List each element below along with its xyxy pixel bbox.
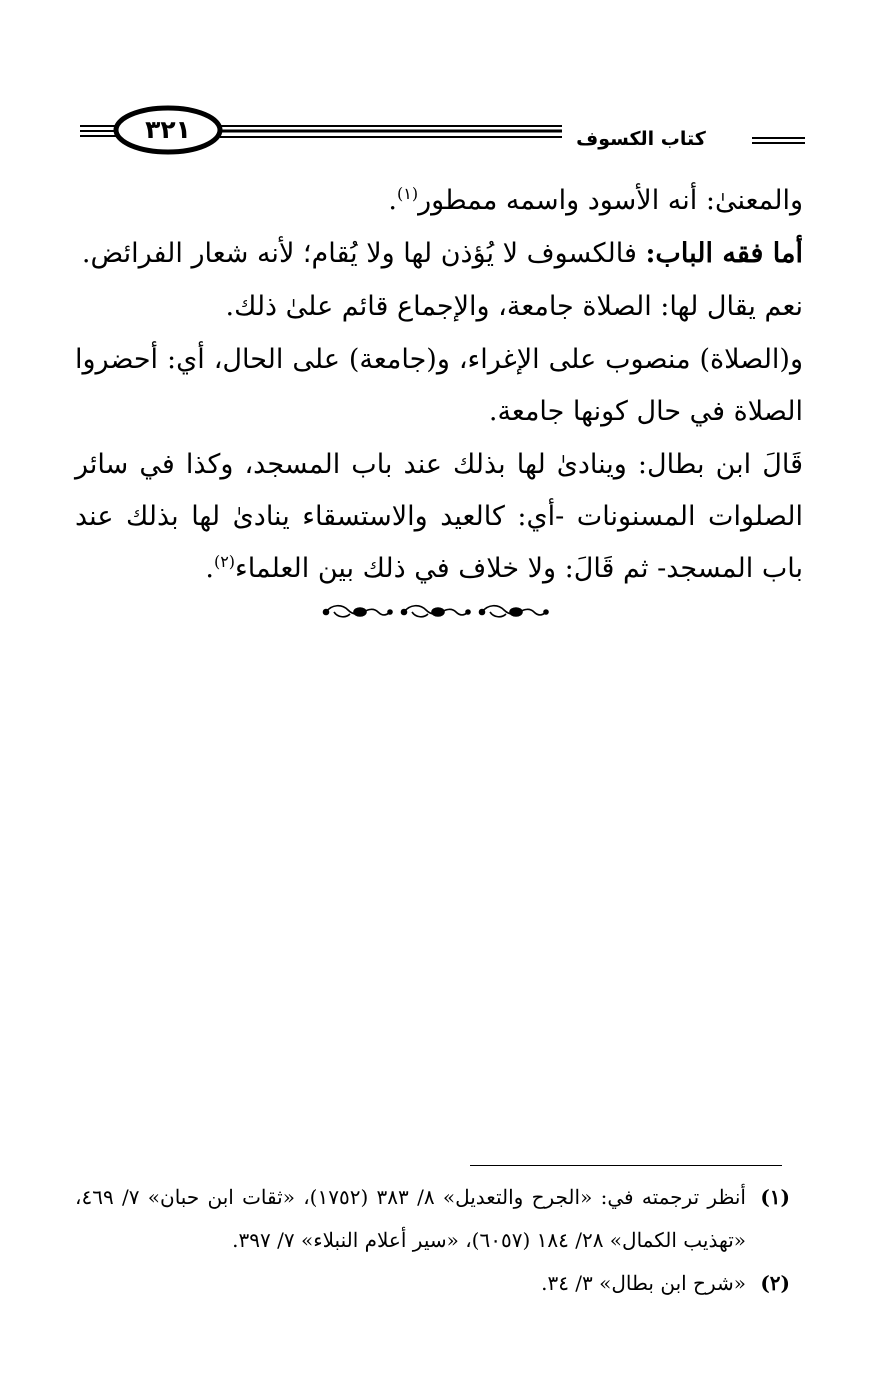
- footnote-text: أنظر ترجمته في: «الجرح والتعديل» ٨/ ٣٨٣ (١٧٥٢)، «ثقات ابن حبان» ٧/ ٤٦٩، «تهذيب الكمال» ٢٨/ ١٨٤ (٦٠٥٧)، «سير أعلام النبلاء» ٧/ ٣٩٧.: [75, 1185, 746, 1252]
- main-text: [75, 175, 803, 595]
- paragraph-tail: .: [388, 185, 397, 216]
- footnote-ref[interactable]: (١): [396, 184, 419, 203]
- paragraph-text: قَالَ ابن بطال: وينادىٰ لها بذلك عند باب المسجد، وكذا في سائر الصلوات المسنونات -أي: كالعيد والاستسقاء ينادىٰ لها بذلك عند باب المسجد- ثم قَالَ: ولا خلاف في ذلك بين العلماء: [75, 449, 803, 584]
- section-end-ornament: [320, 600, 550, 624]
- footnote-number: (١): [760, 1185, 790, 1209]
- paragraph: [75, 281, 803, 333]
- footnote-number: (٢): [760, 1271, 790, 1295]
- paragraph: [75, 334, 803, 438]
- page-header: [80, 100, 805, 180]
- footnote-separator: [470, 1165, 782, 1166]
- paragraph: [75, 439, 803, 595]
- running-title: كتاب الكسوف: [562, 124, 720, 154]
- paragraph-text: فالكسوف لا يُؤذن لها ولا يُقام؛ لأنه شعار الفرائض.: [81, 238, 646, 269]
- footnote-ref[interactable]: (٢): [213, 552, 236, 571]
- footnote: [75, 1262, 790, 1305]
- footnote: [75, 1176, 790, 1262]
- paragraph-text: والمعنىٰ: أنه الأسود واسمه ممطور: [418, 185, 803, 216]
- footnote-text: «شرح ابن بطال» ٣/ ٣٤.: [541, 1271, 746, 1295]
- paragraph: [75, 228, 803, 280]
- paragraph: [75, 175, 803, 227]
- paragraph-tail: .: [205, 553, 214, 584]
- paragraph-text: و(الصلاة) منصوب على الإغراء، و(جامعة) على الحال، أي: أحضروا الصلاة في حال كونها جامعة.: [75, 344, 803, 427]
- paragraph-text: نعم يقال لها: الصلاة جامعة، والإجماع قائم علىٰ ذلك.: [225, 291, 803, 322]
- page-number: ٣٢١: [145, 115, 191, 144]
- section-heading: أما فقه الباب:: [645, 238, 803, 269]
- footnotes: [75, 1176, 790, 1305]
